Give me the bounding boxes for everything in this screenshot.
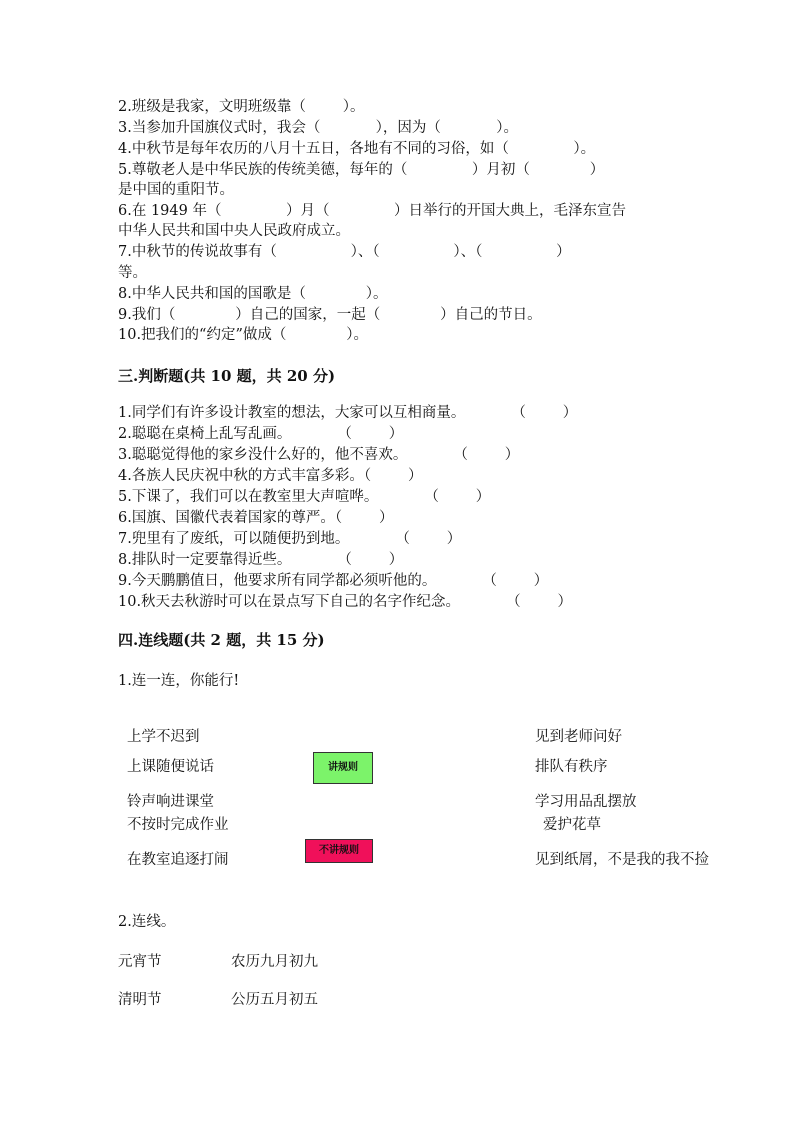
festival-date-1: 农历九月初九 xyxy=(231,954,318,970)
match-question-1-title: 1.连一连，你能行! xyxy=(118,673,240,689)
question-7-line-1: 7.中秋节的传说故事有（ ）、（ ）、（ ） xyxy=(118,244,571,260)
question-3: 3.当参加升国旗仪式时，我会（ ），因为（ ）。 xyxy=(118,120,518,136)
box-rule: 讲规则 xyxy=(313,752,373,784)
festival-date-2: 公历五月初五 xyxy=(231,992,318,1008)
judge-item-9: 9.今天鹏鹏值日，他要求所有同学都必须听他的。 （ ） xyxy=(118,573,549,589)
question-2: 2.班级是我家，文明班级靠（ ）。 xyxy=(118,99,365,115)
match-right-item-3: 学习用品乱摆放 xyxy=(535,794,637,810)
festival-2: 清明节 xyxy=(118,992,162,1008)
match-left-item-2: 上课随便说话 xyxy=(127,759,214,775)
match-right-item-5: 见到纸屑，不是我的我不捡 xyxy=(535,852,709,868)
question-5-line-2: 是中国的重阳节。 xyxy=(118,182,234,198)
judge-item-10: 10.秋天去秋游时可以在景点写下自己的名字作纪念。 （ ） xyxy=(118,594,573,610)
judge-item-6: 6.国旗、国徽代表着国家的尊严。（ ） xyxy=(118,510,394,526)
question-6-line-2: 中华人民共和国中央人民政府成立。 xyxy=(118,223,350,239)
question-5-line-1: 5.尊敬老人是中华民族的传统美德，每年的（ ）月初（ ） xyxy=(118,162,605,178)
match-right-item-1: 见到老师问好 xyxy=(535,729,622,745)
match-left-item-5: 在教室追逐打闹 xyxy=(127,852,229,868)
section-heading-match: 四.连线题(共 2 题，共 15 分) xyxy=(118,631,325,649)
question-6-line-1: 6.在 1949 年（ ）月（ ）日举行的开国大典上，毛泽东宣告 xyxy=(118,203,627,219)
question-10: 10.把我们的“约定”做成（ ）。 xyxy=(118,327,369,343)
question-8: 8.中华人民共和国的国歌是（ ）。 xyxy=(118,286,388,302)
match-left-item-1: 上学不迟到 xyxy=(127,729,200,745)
match-right-item-4: 爱护花草 xyxy=(543,817,601,833)
judge-item-3: 3.聪聪觉得他的家乡没什么好的，他不喜欢。 （ ） xyxy=(118,447,520,463)
festival-1: 元宵节 xyxy=(118,954,162,970)
match-left-item-3: 铃声响进课堂 xyxy=(127,794,214,810)
match-right-item-2: 排队有秩序 xyxy=(535,759,608,775)
box-no-rule: 不讲规则 xyxy=(305,839,373,863)
judge-item-7: 7.兜里有了废纸，可以随便扔到地。 （ ） xyxy=(118,531,462,547)
section-heading-judge: 三.判断题(共 10 题，共 20 分) xyxy=(118,367,336,385)
judge-item-5: 5.下课了，我们可以在教室里大声喧哗。 （ ） xyxy=(118,489,491,505)
question-7-line-2: 等。 xyxy=(118,265,147,281)
judge-item-4: 4.各族人民庆祝中秋的方式丰富多彩。（ ） xyxy=(118,468,423,484)
question-4: 4.中秋节是每年农历的八月十五日，各地有不同的习俗，如（ ）。 xyxy=(118,141,596,157)
match-left-item-4: 不按时完成作业 xyxy=(127,817,229,833)
judge-item-8: 8.排队时一定要靠得近些。 （ ） xyxy=(118,552,404,568)
match-question-2-title: 2.连线。 xyxy=(118,914,176,930)
judge-item-1: 1.同学们有许多设计教室的想法，大家可以互相商量。 （ ） xyxy=(118,405,578,421)
judge-item-2: 2.聪聪在桌椅上乱写乱画。 （ ） xyxy=(118,426,404,442)
question-9: 9.我们（ ）自己的国家，一起（ ）自己的节日。 xyxy=(118,307,542,323)
